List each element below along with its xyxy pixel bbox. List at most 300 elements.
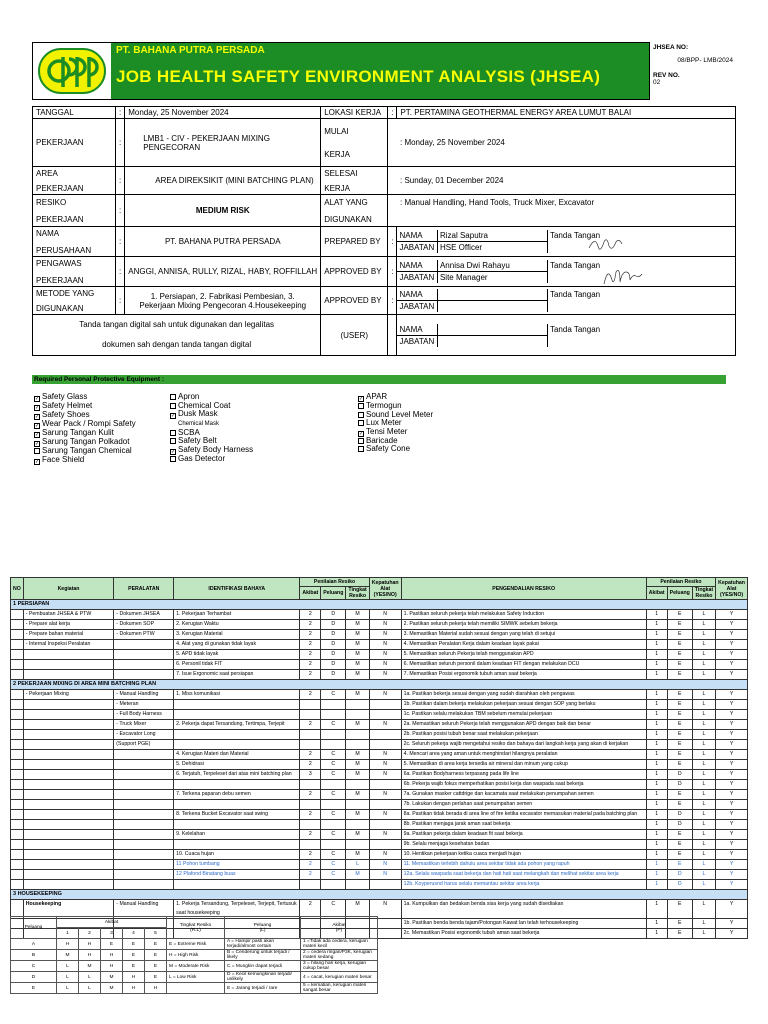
table-cell: 2 (300, 620, 321, 630)
colon: : (388, 107, 397, 119)
table-cell (321, 700, 346, 710)
table-cell: 1 (646, 780, 667, 790)
table-cell: L (346, 860, 369, 870)
table-cell (11, 760, 24, 770)
value-alat (397, 195, 736, 227)
table-cell: L (692, 800, 715, 810)
table-cell: 4. Alat yang di gunakan tidak layak (174, 640, 300, 650)
label-selesai-1: SELESAI (324, 168, 358, 178)
table-cell: 7. Isue Ergonomic saat persiapan (174, 670, 300, 680)
empty-cell (388, 315, 397, 356)
ppe-item (358, 445, 433, 454)
matrix-cell: E (145, 961, 167, 972)
table-cell (11, 820, 24, 830)
table-cell: - Truck Mixer (114, 720, 174, 730)
table-cell: - Pekerjaan Mixing (23, 690, 114, 700)
table-cell: N (369, 860, 401, 870)
table-cell: M (346, 660, 369, 670)
table-cell: 1 (646, 850, 667, 860)
table-cell (23, 850, 114, 860)
table-cell (346, 740, 369, 750)
checked-checkbox[interactable]: ✓ (359, 396, 364, 402)
colon-cell (388, 119, 397, 167)
table-cell: 12b. Koyperusnd harus selalu memantau sekitar area kerja (401, 880, 646, 890)
header-peluang-2: Peluang (667, 587, 692, 600)
table-cell: L (692, 830, 715, 840)
table-cell: 1 (646, 880, 667, 890)
table-cell: M (346, 610, 369, 620)
matrix-cell: E (123, 950, 145, 961)
table-cell: 1 (646, 740, 667, 750)
prepared-position: HSE Officer (437, 242, 547, 254)
table-cell: E (667, 850, 692, 860)
table-cell: Y (716, 690, 748, 700)
table-cell: 2 (300, 750, 321, 760)
table-cell: 9b. Selalu menjaga kesehatan badan (401, 840, 646, 850)
checked-checkbox[interactable]: ✓ (359, 430, 364, 437)
table-cell: Y (716, 700, 748, 710)
table-cell: 2 (300, 670, 321, 680)
table-cell (23, 870, 114, 880)
ppe-item-label: Sarung Tangan Chemical (42, 446, 132, 455)
table-cell (321, 840, 346, 850)
table-cell: 1 (646, 860, 667, 870)
matrix-row (11, 939, 378, 950)
table-cell (369, 840, 401, 850)
table-cell: D (667, 820, 692, 830)
table-cell (369, 700, 401, 710)
ppe-item-label: Safety Belt (178, 436, 217, 446)
table-cell: M (346, 760, 369, 770)
signature-annisa (600, 262, 646, 288)
ppe-item-label: Sound Level Meter (366, 409, 434, 419)
table-cell: 5. Memastikan di area kerja tersedia air mineral dan minum yang cukup (401, 760, 646, 770)
selesai-date: Sunday, 01 December 2024 (404, 176, 504, 185)
table-cell: C (321, 720, 346, 730)
table-cell (114, 800, 174, 810)
company-name: PT. BAHANA PUTRA PERSADA (116, 45, 265, 56)
table-cell (11, 880, 24, 890)
checkbox[interactable] (170, 394, 176, 400)
table-cell (11, 700, 24, 710)
section-row (11, 680, 748, 690)
checked-checkbox[interactable]: ✓ (35, 441, 40, 447)
table-cell (300, 880, 321, 890)
ppe-item-label: Dusk Mask (178, 409, 218, 419)
table-cell: M (346, 790, 369, 800)
ppe-item (170, 410, 253, 419)
table-cell: 2 (300, 830, 321, 840)
matrix-akibat2-header (301, 917, 378, 939)
table-cell: 1. Miss komunikasi (174, 690, 300, 700)
checked-checkbox[interactable]: ✓ (35, 458, 40, 465)
label-metode-1: METODE YANG (36, 288, 95, 298)
matrix-cell: H (79, 950, 101, 961)
table-cell: 11. Memastikan terlebih dahulu area sekitar tidak ada pohon yang rapuh (401, 860, 646, 870)
label-area-2: PEKERJAAN (36, 183, 84, 193)
approved-position: Site Manager (437, 272, 547, 284)
table-row (11, 630, 748, 640)
table-cell: L (692, 740, 715, 750)
table-cell: L (692, 660, 715, 670)
section-row (11, 890, 748, 900)
matrix-cell: M (101, 983, 123, 994)
table-cell (11, 720, 24, 730)
nama-label: NAMA (397, 289, 437, 301)
ppe-column-3 (358, 393, 433, 454)
ppe-item-label: Chemical Coat (178, 400, 231, 410)
value-mulai (397, 119, 736, 167)
table-cell (300, 840, 321, 850)
risk-analysis-table (10, 577, 748, 939)
table-cell (23, 770, 114, 780)
header-no: NO (11, 578, 24, 600)
table-cell (174, 700, 300, 710)
ppe-column-2 (170, 393, 253, 464)
matrix-tingkat-label: Tingkat Resiko (179, 922, 212, 928)
table-cell: - Pembuatan JHSEA & PTW (23, 610, 114, 620)
header-kepatuhan-2: Kepatuhan Alat (YES/NO) (716, 578, 748, 600)
table-cell: D (321, 640, 346, 650)
table-cell: 2 (300, 860, 321, 870)
table-cell: L (692, 900, 715, 919)
label-pengawas (33, 257, 116, 287)
table-cell: 2. Kerugian Waktu (174, 620, 300, 630)
table-cell (114, 760, 174, 770)
table-cell (114, 850, 174, 860)
table-cell (11, 750, 24, 760)
colon: : (116, 287, 125, 315)
table-cell: 5. Dehidrasi (174, 760, 300, 770)
table-cell (346, 820, 369, 830)
matrix-row (11, 961, 378, 972)
table-cell: 1 (646, 610, 667, 620)
table-cell: Y (716, 770, 748, 780)
nama-label: NAMA (397, 230, 437, 242)
label-resiko (33, 195, 116, 227)
ppe-item-label: APAR (366, 392, 388, 401)
label-tanggal: TANGGAL (33, 107, 116, 119)
matrix-cell: C = Mungkin dapat terjadi (225, 961, 301, 972)
table-cell: 7b. Lakukan dengan perlahan saat penumpahan semen (401, 800, 646, 810)
table-cell: C (321, 750, 346, 760)
value-pengawas: ANGGI, ANNISA, RULLY, RIZAL, HABY, ROFFILLAH (125, 257, 321, 287)
checked-checkbox[interactable]: ✓ (35, 396, 40, 402)
header-kegiatan: Kegiatan (23, 578, 114, 600)
rev-label: REV NO. (653, 72, 680, 79)
table-cell: 3. Kerugian Material (174, 630, 300, 640)
table-cell: E (667, 900, 692, 919)
ppe-item-label: Safety Shoes (42, 410, 90, 419)
label-resiko-2: PEKERJAAN (36, 214, 84, 224)
table-cell: Y (716, 880, 748, 890)
table-cell (11, 610, 24, 620)
matrix-cell: L (57, 961, 79, 972)
table-cell: N (369, 660, 401, 670)
table-cell: - Internal Inspeksi Peralatan (23, 640, 114, 650)
table-cell: Y (716, 610, 748, 620)
alat-list: Manual Handling, Hand Tools, Truck Mixer, Excavator (404, 198, 595, 207)
table-cell (23, 780, 114, 790)
table-cell: Y (716, 929, 748, 939)
table-cell: N (369, 810, 401, 820)
table-cell: 2 (300, 810, 321, 820)
matrix-cell: E = Extreme Risk (167, 939, 225, 950)
value-pekerjaan: LMB1 - CIV - PEKERJAAN MIXING PENGECORAN (125, 119, 321, 167)
table-cell: 7. Memastikan Posisi ergonomik tubuh aman saat bekerja (401, 670, 646, 680)
checkbox[interactable] (358, 446, 364, 452)
table-cell: - Manual Handling (114, 900, 174, 919)
checkbox[interactable] (170, 456, 176, 462)
table-cell: L (692, 730, 715, 740)
table-cell: 1b. Pastikan benda benda tajam/Potongan Kawat lan telah terhousekeeping (401, 919, 646, 929)
table-cell: L (692, 700, 715, 710)
table-cell (23, 650, 114, 660)
table-cell: L (692, 810, 715, 820)
ppe-item-label: Chemical Mask (178, 421, 220, 428)
table-cell: - Excavator Long (114, 730, 174, 740)
table-cell: C (321, 900, 346, 919)
checkbox[interactable] (358, 420, 364, 426)
table-row (11, 640, 748, 650)
table-cell (321, 740, 346, 750)
table-cell (174, 820, 300, 830)
checkbox[interactable] (358, 438, 364, 444)
table-cell: E (667, 630, 692, 640)
header-bahaya: IDENTIFIKASI BAHAYA (174, 578, 300, 600)
table-cell: 1 (646, 870, 667, 880)
tanda-tangan-label: Tanda Tangan (549, 324, 601, 334)
matrix-cell: E (123, 939, 145, 950)
table-cell (11, 870, 24, 880)
table-cell: N (369, 610, 401, 620)
table-cell: 3 (300, 770, 321, 780)
table-cell: 6. Terjatuh, Terpeleset dari atas mini batching plan (174, 770, 300, 780)
table-cell: 1 (646, 730, 667, 740)
table-cell: 1 (646, 650, 667, 660)
checkbox[interactable] (358, 403, 364, 409)
company-logo (33, 43, 111, 99)
table-cell: Housekeeping (23, 900, 114, 919)
table-row (11, 660, 748, 670)
table-cell: 1 (646, 900, 667, 919)
table-cell: 1 (646, 640, 667, 650)
checked-checkbox[interactable]: ✓ (171, 413, 176, 420)
prepared-inner (397, 230, 735, 253)
table-cell: C (321, 830, 346, 840)
tanda-tangan-label: Tanda Tangan (549, 290, 601, 299)
ppe-item-label: Safety Body Harness (178, 444, 254, 454)
checkbox[interactable] (170, 438, 176, 444)
table-row (11, 860, 748, 870)
label-pekerjaan: PEKERJAAN (33, 119, 116, 167)
table-cell: 6a. Pastikan Bodyharness terpasang pada life line (401, 770, 646, 780)
table-cell: M (346, 690, 369, 700)
table-cell: L (692, 820, 715, 830)
checkbox[interactable] (170, 430, 176, 436)
header-tingkat-2: Tingkat Resiko (692, 587, 715, 600)
table-cell: 1a. Pastikan bekerja sesuai dengan yang sudah diarahkan oleh pengawas (401, 690, 646, 700)
table-row (11, 670, 748, 680)
header-penilaian-2: Penilaian Resiko (646, 578, 715, 587)
matrix-cell: C (11, 961, 57, 972)
table-cell (23, 720, 114, 730)
table-cell: D (667, 870, 692, 880)
table-cell (369, 740, 401, 750)
table-cell: E (667, 700, 692, 710)
table-cell: L (692, 710, 715, 720)
ppe-item (170, 455, 253, 464)
table-cell: 1 (646, 770, 667, 780)
table-cell: D (667, 810, 692, 820)
empty-name (437, 289, 547, 301)
table-cell (346, 700, 369, 710)
table-cell: 1 (646, 820, 667, 830)
checkbox[interactable] (170, 403, 176, 409)
table-cell: D (321, 650, 346, 660)
jabatan-label: JABATAN (397, 242, 437, 254)
table-cell (174, 710, 300, 720)
table-cell: 2 (300, 640, 321, 650)
table-cell: M (346, 640, 369, 650)
matrix-col-number: 5 (145, 928, 167, 939)
value-selesai (397, 167, 736, 195)
table-cell: L (692, 790, 715, 800)
checked-checkbox[interactable]: ✓ (35, 405, 40, 411)
table-cell: D (321, 670, 346, 680)
table-cell: E (667, 670, 692, 680)
table-cell: C (321, 870, 346, 880)
table-cell (11, 620, 24, 630)
table-cell: Y (716, 620, 748, 630)
matrix-cell: E (123, 961, 145, 972)
colon: : (399, 176, 403, 185)
matrix-cell: E (145, 972, 167, 983)
table-row (11, 870, 748, 880)
header-akibat-2: Akibat (646, 587, 667, 600)
table-cell (114, 650, 174, 660)
table-cell: 6. Personil tidak FIT (174, 660, 300, 670)
table-cell: L (692, 860, 715, 870)
table-cell: 1 (646, 720, 667, 730)
table-cell: L (692, 760, 715, 770)
approved-signature-cell (547, 260, 735, 283)
ppe-item-label: Lux Meter (366, 418, 402, 428)
table-row (11, 700, 748, 710)
label-alat (321, 195, 388, 227)
matrix-cell: M (57, 950, 79, 961)
table-cell: 1 (646, 810, 667, 820)
matrix-cell: D (11, 972, 57, 983)
ppe-item-label: Sarung Tangan Polkadot (42, 437, 130, 446)
table-row (11, 750, 748, 760)
table-cell: 12 Plafond Binatang buas (174, 870, 300, 880)
label-perusahaan-2: PERUSAHAAN (36, 245, 92, 255)
ppe-item-label: Safety Glass (42, 392, 88, 401)
table-cell: - Meteran (114, 700, 174, 710)
matrix-col-number: 2 (79, 928, 101, 939)
table-row (11, 830, 748, 840)
table-cell (23, 730, 114, 740)
table-cell: Y (716, 730, 748, 740)
checked-checkbox[interactable]: ✓ (35, 432, 40, 438)
table-cell: Y (716, 850, 748, 860)
table-cell (174, 840, 300, 850)
table-cell (321, 880, 346, 890)
prepared-block (397, 227, 736, 257)
table-cell (174, 730, 300, 740)
table-cell: E (667, 840, 692, 850)
document-title: JOB HEALTH SAFETY ENVIRONMENT ANALYSIS (JHSEA) (116, 67, 601, 86)
value-tanggal: Monday, 25 November 2024 (125, 107, 321, 119)
label-mulai-2: KERJA (324, 149, 351, 159)
label-metode (33, 287, 116, 315)
table-cell: 11 Pohon tumbang (174, 860, 300, 870)
table-cell (23, 700, 114, 710)
matrix-tingkat-sub: (R.L) (190, 927, 201, 933)
table-cell: N (369, 750, 401, 760)
table-cell: 1 (646, 750, 667, 760)
matrix-cell: 2 = cedera ringan/P3K, kerugian materi sedang (301, 950, 378, 961)
table-row (11, 720, 748, 730)
matrix-cell: E = Jarang terjadi / rare (225, 983, 301, 994)
table-cell: E (667, 790, 692, 800)
table-cell: L (692, 620, 715, 630)
table-row (11, 810, 748, 820)
checked-checkbox[interactable]: ✓ (171, 448, 176, 455)
table-cell: 2c. Seluruh pekerja wajib mengetahui resiko dan bahaya dari langkah kerja yang akan di kerjakan (401, 740, 646, 750)
table-cell: 9. Kelelahan (174, 830, 300, 840)
checkbox[interactable] (358, 412, 364, 418)
matrix-peluang-header: Peluang (11, 917, 57, 939)
table-cell: D (321, 620, 346, 630)
table-cell: 1. Pekerja Tersandung, Terpeleset, Terjepit, Tertusuk saat housekeeping (174, 900, 300, 919)
table-cell (346, 840, 369, 850)
matrix-cell: A = Hampir pasti akan terjadi/almost certain (225, 939, 301, 950)
table-cell: 6. Memastikan seluruh personil dalam keadaan FIT dengan melakukan DCU (401, 660, 646, 670)
table-cell: D (321, 660, 346, 670)
table-cell: 1 (646, 690, 667, 700)
table-cell (300, 710, 321, 720)
table-cell: E (667, 610, 692, 620)
table-cell (174, 780, 300, 790)
table-cell (300, 780, 321, 790)
table-cell: L (692, 850, 715, 860)
matrix-cell: E (145, 950, 167, 961)
matrix-cell: 1 =Tidak ada cedera, kerugian materi kecil (301, 939, 378, 950)
table-cell: 2 (300, 630, 321, 640)
table-cell (23, 840, 114, 850)
checkbox[interactable] (34, 448, 40, 454)
table-cell: - Manual Handling (114, 690, 174, 700)
colon-cell (388, 167, 397, 195)
table-cell (346, 800, 369, 810)
matrix-cell: E (11, 983, 57, 994)
checked-checkbox[interactable]: ✓ (35, 423, 40, 429)
table-cell: 1a. Kumpulkan dan bedakan benda sisa kerja yang sudah disediakan (401, 900, 646, 919)
table-cell (114, 780, 174, 790)
label-metode-2: DIGUNAKAN (36, 303, 84, 313)
value-resiko: MEDIUM RISK (125, 195, 321, 227)
table-cell (300, 700, 321, 710)
user-inner (397, 324, 735, 347)
table-cell (11, 770, 24, 780)
matrix-peluang2-sub: (L) (259, 927, 266, 933)
checked-checkbox[interactable]: ✓ (35, 414, 40, 420)
table-cell: M (346, 670, 369, 680)
table-cell: Y (716, 820, 748, 830)
table-cell: L (692, 880, 715, 890)
